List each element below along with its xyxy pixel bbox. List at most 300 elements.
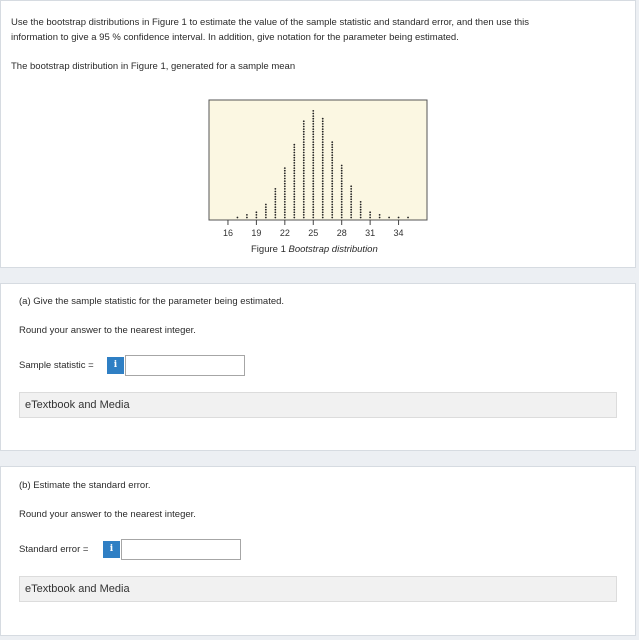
dot — [331, 204, 333, 206]
dot — [274, 206, 276, 208]
standard-error-input[interactable] — [121, 539, 241, 560]
figure-caption-label: Figure 1 — [251, 244, 286, 255]
dot — [303, 165, 305, 167]
dot — [265, 214, 267, 216]
dot — [312, 188, 314, 190]
standard-error-info-icon[interactable]: i — [103, 541, 120, 558]
dot — [360, 211, 362, 213]
dot — [293, 152, 295, 154]
dot — [284, 198, 286, 200]
dot — [246, 217, 248, 219]
dot — [284, 193, 286, 195]
dot — [312, 217, 314, 219]
dot — [303, 162, 305, 164]
dot — [322, 183, 324, 185]
dot — [303, 178, 305, 180]
dot — [331, 211, 333, 213]
dot — [293, 146, 295, 148]
part-b-round-note: Round your answer to the nearest integer. — [19, 509, 196, 520]
dot — [322, 180, 324, 182]
x-tick-label: 22 — [279, 228, 290, 238]
dot — [350, 196, 352, 198]
sample-statistic-input[interactable] — [125, 355, 245, 376]
dot — [341, 165, 343, 167]
figure-caption — [251, 243, 378, 257]
dot — [322, 152, 324, 154]
dot — [331, 157, 333, 159]
dot — [312, 139, 314, 141]
dot — [322, 198, 324, 200]
dot — [293, 175, 295, 177]
dot — [312, 115, 314, 117]
dot — [322, 206, 324, 208]
dot — [341, 196, 343, 198]
dot — [293, 157, 295, 159]
dot — [322, 175, 324, 177]
dot — [312, 118, 314, 120]
intro-text-line2: information to give a 95 % confidence interval. In addition, give notation for the parameter being estimated. — [11, 32, 459, 43]
dot — [331, 165, 333, 167]
dot — [322, 165, 324, 167]
x-tick-label: 25 — [308, 228, 319, 238]
x-tick-label: 16 — [222, 228, 233, 238]
plot-area — [209, 100, 427, 220]
dot — [303, 193, 305, 195]
part-b-question: (b) Estimate the standard error. — [19, 480, 151, 491]
dot — [341, 167, 343, 169]
dot — [293, 211, 295, 213]
dot — [331, 201, 333, 203]
dot — [341, 191, 343, 193]
dot — [341, 185, 343, 187]
dot — [312, 209, 314, 211]
dot — [322, 196, 324, 198]
dot — [265, 209, 267, 211]
dot — [322, 211, 324, 213]
dot — [303, 175, 305, 177]
dot — [322, 139, 324, 141]
dot — [284, 183, 286, 185]
dot — [312, 128, 314, 130]
dot — [303, 167, 305, 169]
dot — [284, 172, 286, 174]
dot — [303, 152, 305, 154]
dot — [379, 214, 381, 216]
dot — [322, 170, 324, 172]
sample-statistic-label: Sample statistic = — [19, 360, 94, 371]
dot — [274, 188, 276, 190]
dot — [312, 180, 314, 182]
dot — [293, 196, 295, 198]
dot — [303, 217, 305, 219]
dot — [331, 162, 333, 164]
dot — [331, 206, 333, 208]
dot — [303, 201, 305, 203]
dot — [360, 204, 362, 206]
dot — [331, 214, 333, 216]
dot — [303, 157, 305, 159]
etextbook-media-button-a[interactable]: eTextbook and Media — [19, 392, 617, 418]
dot — [293, 209, 295, 211]
dot — [303, 204, 305, 206]
dot — [312, 144, 314, 146]
dot — [322, 149, 324, 151]
dot — [322, 214, 324, 216]
dot — [293, 178, 295, 180]
dot — [255, 214, 257, 216]
dot — [341, 206, 343, 208]
dot — [303, 146, 305, 148]
dot — [312, 206, 314, 208]
dot — [293, 149, 295, 151]
dot — [274, 196, 276, 198]
dot — [293, 165, 295, 167]
dot — [312, 136, 314, 138]
dot — [331, 196, 333, 198]
dot — [284, 178, 286, 180]
dot — [265, 211, 267, 213]
dot — [350, 188, 352, 190]
bootstrap-dotplot — [199, 93, 439, 253]
dot — [274, 204, 276, 206]
dot — [312, 141, 314, 143]
dot — [303, 159, 305, 161]
dot — [341, 172, 343, 174]
ticks-layer — [223, 220, 404, 238]
dot — [293, 201, 295, 203]
dot — [303, 191, 305, 193]
dot — [293, 191, 295, 193]
dot — [303, 198, 305, 200]
dot — [322, 136, 324, 138]
dot — [341, 198, 343, 200]
dot — [312, 172, 314, 174]
dot — [312, 204, 314, 206]
dot — [303, 133, 305, 135]
dot — [274, 217, 276, 219]
dot — [341, 211, 343, 213]
dot — [303, 141, 305, 143]
dot — [369, 211, 371, 213]
dot — [331, 152, 333, 154]
dot — [331, 144, 333, 146]
dot — [350, 185, 352, 187]
part-a-panel — [0, 283, 636, 451]
dot — [265, 217, 267, 219]
dot — [398, 217, 400, 219]
dot — [303, 196, 305, 198]
dot — [331, 170, 333, 172]
dot — [293, 183, 295, 185]
dot — [322, 204, 324, 206]
dot — [284, 175, 286, 177]
dot — [331, 175, 333, 177]
dot — [322, 201, 324, 203]
dot — [293, 144, 295, 146]
dot — [350, 201, 352, 203]
dot — [284, 180, 286, 182]
dot — [303, 170, 305, 172]
dot — [331, 149, 333, 151]
dot — [303, 126, 305, 128]
x-tick-label: 31 — [365, 228, 376, 238]
dot — [312, 123, 314, 125]
dot — [303, 128, 305, 130]
dot — [312, 157, 314, 159]
dot — [369, 214, 371, 216]
dot — [312, 175, 314, 177]
dot — [312, 178, 314, 180]
dot — [293, 198, 295, 200]
dot — [303, 185, 305, 187]
dot — [312, 170, 314, 172]
dot — [312, 211, 314, 213]
dot — [322, 144, 324, 146]
dot — [312, 165, 314, 167]
dot — [322, 159, 324, 161]
dot — [322, 191, 324, 193]
dot — [331, 183, 333, 185]
x-tick-label: 34 — [393, 228, 404, 238]
dot — [284, 201, 286, 203]
dot — [312, 133, 314, 135]
dot — [350, 191, 352, 193]
dot — [350, 214, 352, 216]
dot — [274, 193, 276, 195]
dot — [284, 217, 286, 219]
dot — [341, 209, 343, 211]
dot — [322, 185, 324, 187]
dot — [303, 188, 305, 190]
dot — [312, 146, 314, 148]
dot — [341, 188, 343, 190]
dot — [312, 131, 314, 133]
dot — [322, 146, 324, 148]
x-tick-label: 28 — [336, 228, 347, 238]
question-intro-panel — [0, 0, 636, 268]
dot — [293, 172, 295, 174]
dot — [303, 120, 305, 122]
dot — [284, 214, 286, 216]
dot — [303, 211, 305, 213]
dot — [255, 217, 257, 219]
dot — [293, 159, 295, 161]
part-a-round-note: Round your answer to the nearest integer. — [19, 325, 196, 336]
dot — [341, 183, 343, 185]
dot — [274, 214, 276, 216]
dot — [322, 128, 324, 130]
dot — [350, 198, 352, 200]
dot — [331, 178, 333, 180]
dot — [331, 146, 333, 148]
dot — [360, 214, 362, 216]
figure-intro-text: The bootstrap distribution in Figure 1, generated for a sample mean — [11, 61, 296, 72]
dot — [293, 154, 295, 156]
dot — [360, 206, 362, 208]
dot — [293, 204, 295, 206]
dot — [350, 209, 352, 211]
dot — [341, 204, 343, 206]
dot — [284, 204, 286, 206]
dot — [331, 198, 333, 200]
dot — [331, 188, 333, 190]
dot — [284, 206, 286, 208]
dot — [274, 201, 276, 203]
dot — [388, 217, 390, 219]
dot — [331, 180, 333, 182]
dot — [322, 178, 324, 180]
dot — [331, 167, 333, 169]
dot — [331, 154, 333, 156]
dot — [303, 180, 305, 182]
dot — [284, 170, 286, 172]
x-tick-label: 19 — [251, 228, 262, 238]
dot — [303, 149, 305, 151]
dot — [246, 214, 248, 216]
dot — [322, 157, 324, 159]
dot — [284, 185, 286, 187]
dot — [379, 217, 381, 219]
dot — [293, 193, 295, 195]
dot — [303, 209, 305, 211]
dot — [350, 211, 352, 213]
dot — [293, 206, 295, 208]
dot — [322, 188, 324, 190]
dot — [293, 185, 295, 187]
dot — [331, 172, 333, 174]
dot — [312, 149, 314, 151]
dot — [312, 196, 314, 198]
dot — [360, 217, 362, 219]
dot — [293, 214, 295, 216]
dot — [312, 198, 314, 200]
dot — [274, 198, 276, 200]
dot — [322, 172, 324, 174]
dot — [303, 139, 305, 141]
dot — [303, 154, 305, 156]
dot — [341, 193, 343, 195]
dot — [312, 126, 314, 128]
dot — [303, 183, 305, 185]
dot — [341, 214, 343, 216]
sample-statistic-info-icon[interactable]: i — [107, 357, 124, 374]
dot — [293, 188, 295, 190]
dot — [312, 185, 314, 187]
dot — [322, 209, 324, 211]
dot — [341, 170, 343, 172]
dot — [237, 217, 239, 219]
dot — [303, 172, 305, 174]
dot — [303, 206, 305, 208]
dot — [293, 167, 295, 169]
dot — [284, 188, 286, 190]
dot — [312, 193, 314, 195]
dot — [331, 217, 333, 219]
dot — [331, 191, 333, 193]
dot — [322, 123, 324, 125]
dot — [369, 217, 371, 219]
dot — [303, 123, 305, 125]
dot — [274, 209, 276, 211]
intro-text-line1: Use the bootstrap distributions in Figure 1 to estimate the value of the sample statistic and standard error, and then use this — [11, 17, 530, 28]
dot — [284, 209, 286, 211]
dot — [350, 217, 352, 219]
figure-caption-italic: Bootstrap distribution — [288, 244, 378, 255]
dot — [322, 167, 324, 169]
dot — [331, 159, 333, 161]
etextbook-media-button-b[interactable]: eTextbook and Media — [19, 576, 617, 602]
dot — [322, 118, 324, 120]
standard-error-label: Standard error = — [19, 544, 89, 555]
dot — [312, 120, 314, 122]
dot — [322, 193, 324, 195]
dot — [312, 183, 314, 185]
dot — [312, 113, 314, 115]
dot — [312, 110, 314, 112]
dot — [322, 154, 324, 156]
dot — [360, 201, 362, 203]
dot — [284, 167, 286, 169]
dot — [284, 211, 286, 213]
dot — [322, 162, 324, 164]
dot — [331, 185, 333, 187]
dot — [350, 193, 352, 195]
dot — [284, 191, 286, 193]
dot — [341, 201, 343, 203]
dot — [322, 133, 324, 135]
dot — [303, 136, 305, 138]
dot — [331, 141, 333, 143]
dot — [341, 175, 343, 177]
dot — [350, 206, 352, 208]
dot — [322, 141, 324, 143]
dot — [293, 217, 295, 219]
dot — [341, 178, 343, 180]
dot — [341, 180, 343, 182]
dot — [274, 191, 276, 193]
dot — [407, 217, 409, 219]
dot — [312, 159, 314, 161]
dot — [322, 120, 324, 122]
dot — [303, 214, 305, 216]
dot — [322, 126, 324, 128]
dot — [274, 211, 276, 213]
dot — [312, 152, 314, 154]
dot — [293, 170, 295, 172]
dot — [303, 131, 305, 133]
dot — [341, 217, 343, 219]
dot — [331, 209, 333, 211]
dot — [293, 180, 295, 182]
part-b-panel — [0, 466, 636, 636]
dot — [350, 204, 352, 206]
dot — [265, 204, 267, 206]
dot — [360, 209, 362, 211]
dot — [312, 154, 314, 156]
dot — [322, 131, 324, 133]
dot — [322, 217, 324, 219]
dot — [293, 162, 295, 164]
dot — [265, 206, 267, 208]
part-a-question: (a) Give the sample statistic for the parameter being estimated. — [19, 296, 285, 307]
dot — [312, 201, 314, 203]
dot — [331, 193, 333, 195]
dot — [255, 211, 257, 213]
dot — [312, 191, 314, 193]
dot — [312, 162, 314, 164]
dot — [303, 144, 305, 146]
dot — [312, 167, 314, 169]
